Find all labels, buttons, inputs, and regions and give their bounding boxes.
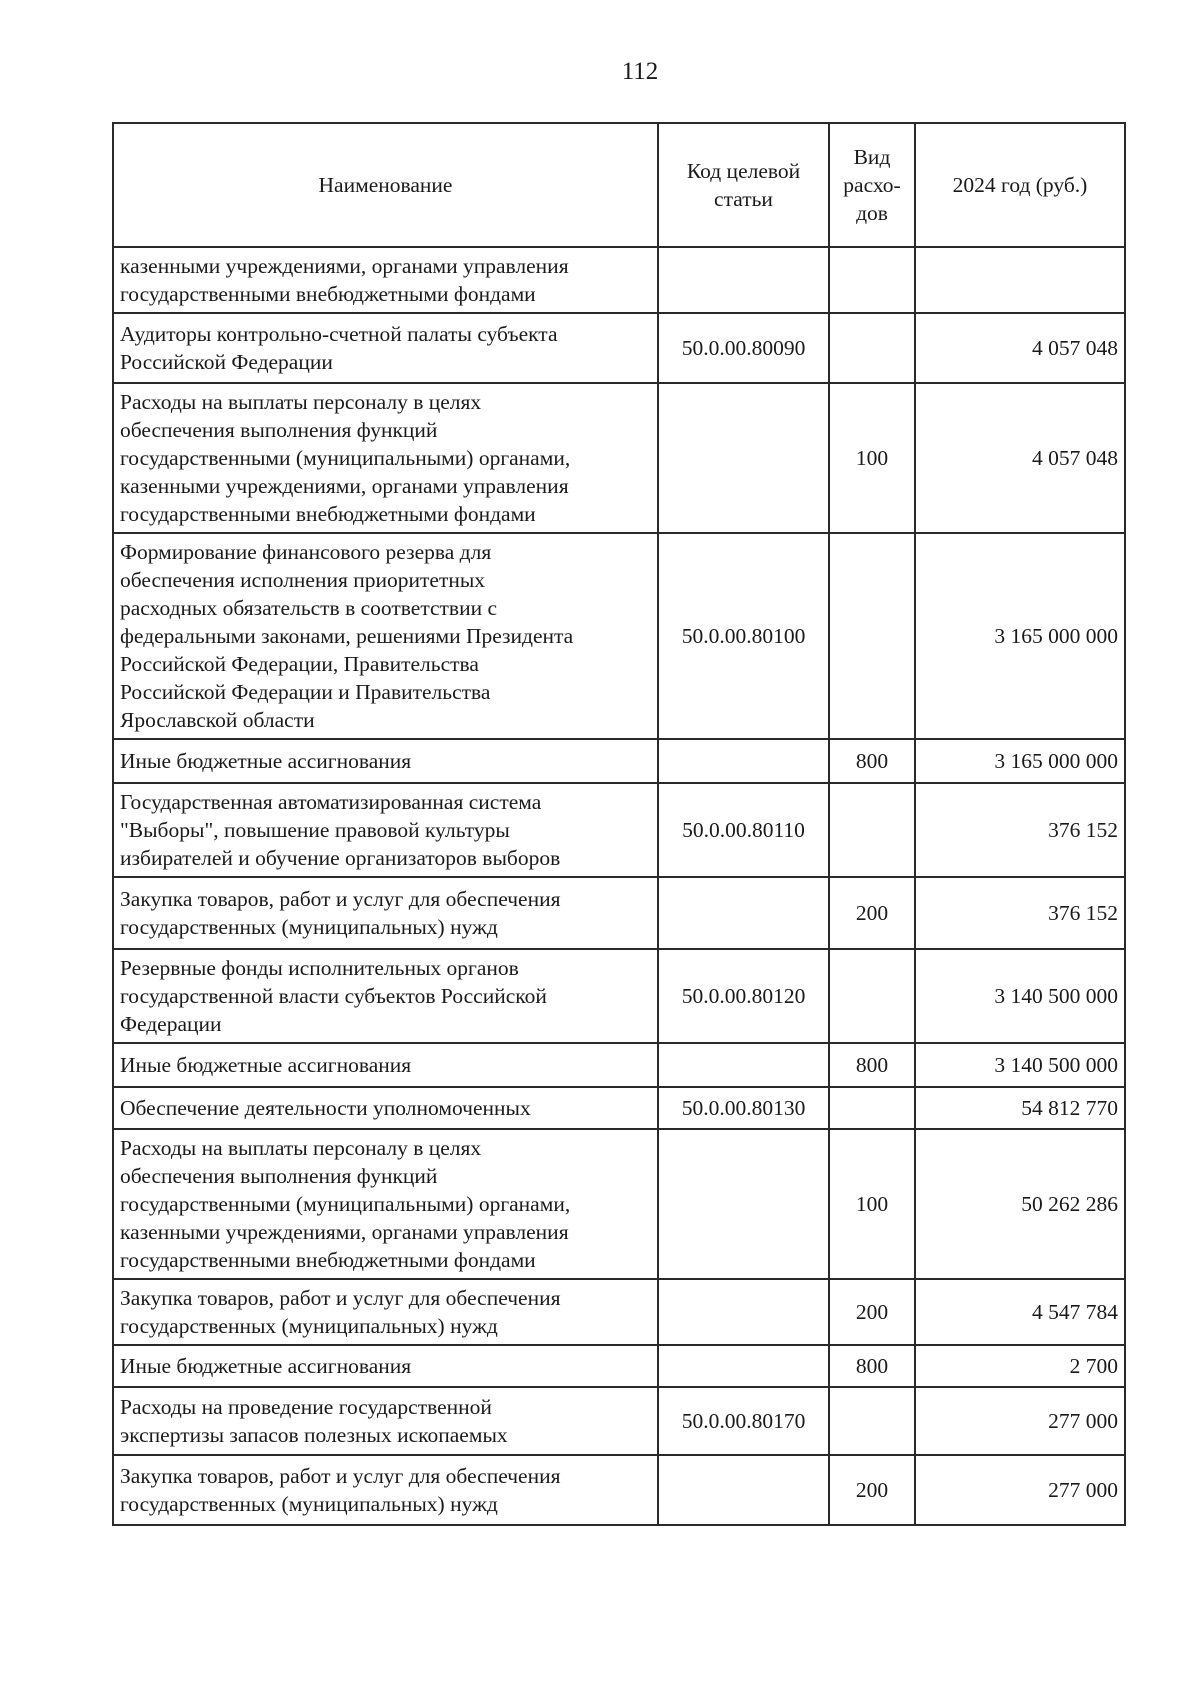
table-row: [113, 877, 1125, 949]
cell-type: 800: [829, 739, 915, 783]
budget-table: [112, 122, 1126, 1526]
table-row: [113, 1279, 1125, 1345]
cell-name: Иные бюджетные ассигнования: [113, 1345, 658, 1387]
cell-code: [658, 1345, 829, 1387]
header-code: Код целевой статьи: [658, 123, 829, 247]
cell-code: 50.0.00.80120: [658, 949, 829, 1043]
table-row: [113, 533, 1125, 739]
table-row: [113, 949, 1125, 1043]
cell-type: [829, 247, 915, 313]
cell-type: [829, 1387, 915, 1455]
header-amount: 2024 год (руб.): [915, 123, 1125, 247]
cell-code: 50.0.00.80110: [658, 783, 829, 877]
cell-type: 800: [829, 1043, 915, 1087]
cell-amount: 54 812 770: [915, 1087, 1125, 1129]
cell-code: [658, 877, 829, 949]
cell-amount: 277 000: [915, 1387, 1125, 1455]
cell-amount: 4 057 048: [915, 383, 1125, 533]
page-number: 112: [621, 58, 659, 85]
cell-amount: 50 262 286: [915, 1129, 1125, 1279]
cell-amount: 277 000: [915, 1455, 1125, 1525]
cell-type: 100: [829, 1129, 915, 1279]
cell-name: Иные бюджетные ассигнования: [113, 739, 658, 783]
cell-name: Расходы на выплаты персоналу в целях обеспечения выполнения функций государственными (муниципальными) органами, казенными учреждениями, органами управления государственными внебюджетными фондами: [113, 383, 658, 533]
cell-code: [658, 247, 829, 313]
table-row: [113, 247, 1125, 313]
cell-amount: [915, 247, 1125, 313]
cell-type: [829, 533, 915, 739]
cell-amount: 4 547 784: [915, 1279, 1125, 1345]
cell-amount: 3 140 500 000: [915, 949, 1125, 1043]
cell-amount: 4 057 048: [915, 313, 1125, 383]
cell-amount: 2 700: [915, 1345, 1125, 1387]
cell-code: [658, 1129, 829, 1279]
cell-name: Обеспечение деятельности уполномоченных: [113, 1087, 658, 1129]
table-row: [113, 1129, 1125, 1279]
cell-amount: 3 140 500 000: [915, 1043, 1125, 1087]
cell-type: 800: [829, 1345, 915, 1387]
header-name: Наименование: [113, 123, 658, 247]
table-row: [113, 1345, 1125, 1387]
cell-type: 200: [829, 877, 915, 949]
cell-name: Расходы на выплаты персоналу в целях обеспечения выполнения функций государственными (муниципальными) органами, казенными учреждениями, органами управления государственными внебюджетными фондами: [113, 1129, 658, 1279]
cell-code: [658, 739, 829, 783]
cell-name: Формирование финансового резерва для обеспечения исполнения приоритетных расходных обязательств в соответствии с федеральными законами, решениями Президента Российской Федерации, Правительства Российской Федерации и Правительства Ярославской области: [113, 533, 658, 739]
table-row: [113, 313, 1125, 383]
table-body: [113, 247, 1125, 1525]
cell-amount: 376 152: [915, 877, 1125, 949]
cell-type: 200: [829, 1279, 915, 1345]
cell-type: [829, 1087, 915, 1129]
table-row: [113, 739, 1125, 783]
cell-name: Резервные фонды исполнительных органов государственной власти субъектов Российской Федерации: [113, 949, 658, 1043]
cell-code: [658, 1279, 829, 1345]
cell-name: Иные бюджетные ассигнования: [113, 1043, 658, 1087]
table-row: [113, 1387, 1125, 1455]
cell-code: [658, 1455, 829, 1525]
table-header-row: [113, 123, 1125, 247]
table-row: [113, 1087, 1125, 1129]
cell-amount: 3 165 000 000: [915, 533, 1125, 739]
table-row: [113, 1043, 1125, 1087]
cell-type: [829, 949, 915, 1043]
cell-name: Закупка товаров, работ и услуг для обеспечения государственных (муниципальных) нужд: [113, 877, 658, 949]
cell-code: 50.0.00.80090: [658, 313, 829, 383]
cell-name: Расходы на проведение государственной экспертизы запасов полезных ископаемых: [113, 1387, 658, 1455]
cell-type: 100: [829, 383, 915, 533]
cell-name: Государственная автоматизированная система "Выборы", повышение правовой культуры избирателей и обучение организаторов выборов: [113, 783, 658, 877]
cell-code: 50.0.00.80170: [658, 1387, 829, 1455]
cell-code: 50.0.00.80100: [658, 533, 829, 739]
cell-code: [658, 383, 829, 533]
cell-name: Закупка товаров, работ и услуг для обеспечения государственных (муниципальных) нужд: [113, 1455, 658, 1525]
cell-code: [658, 1043, 829, 1087]
cell-name: Аудиторы контрольно-счетной палаты субъекта Российской Федерации: [113, 313, 658, 383]
cell-code: 50.0.00.80130: [658, 1087, 829, 1129]
table-row: [113, 1455, 1125, 1525]
table-row: [113, 383, 1125, 533]
cell-name: казенными учреждениями, органами управления государственными внебюджетными фондами: [113, 247, 658, 313]
table-row: [113, 783, 1125, 877]
cell-type: [829, 313, 915, 383]
cell-amount: 376 152: [915, 783, 1125, 877]
cell-amount: 3 165 000 000: [915, 739, 1125, 783]
cell-type: 200: [829, 1455, 915, 1525]
header-type: Вид расхо-дов: [829, 123, 915, 247]
cell-type: [829, 783, 915, 877]
cell-name: Закупка товаров, работ и услуг для обеспечения государственных (муниципальных) нужд: [113, 1279, 658, 1345]
